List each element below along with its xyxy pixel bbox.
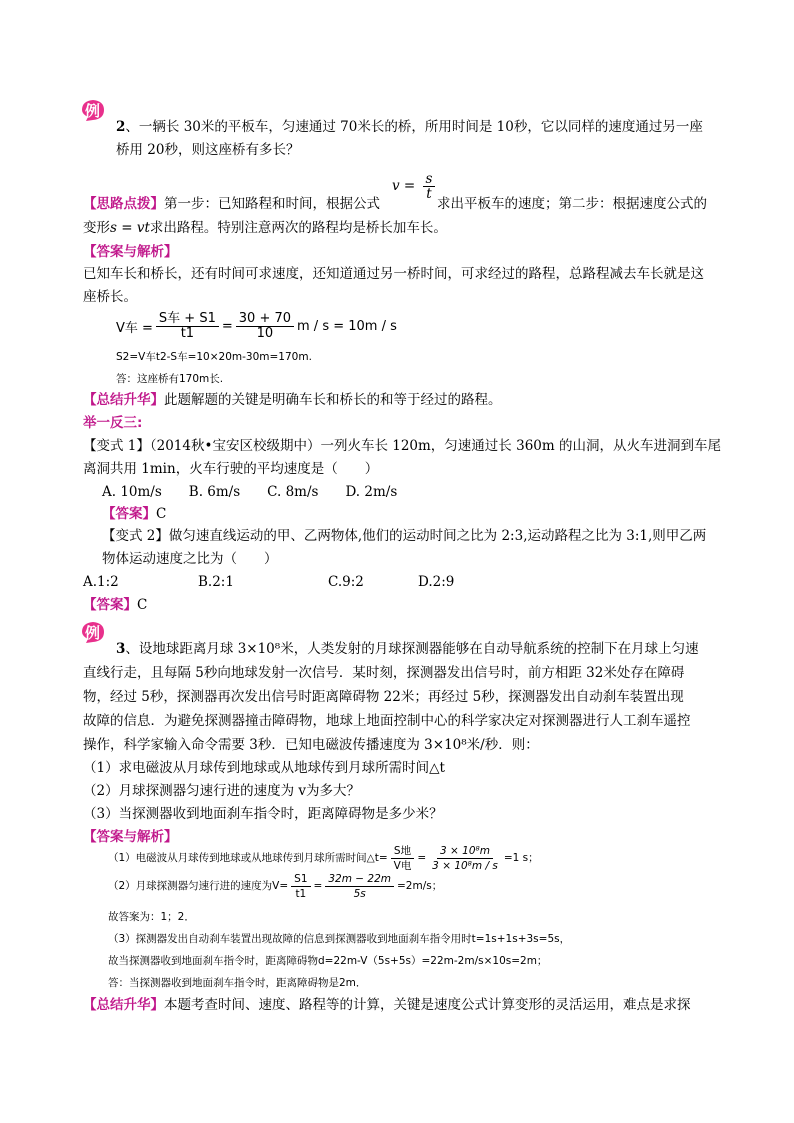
summary3-line: [83, 996, 691, 1014]
answer3-line2-prefix: （2）月球探测器匀速行进的速度为V=: [108, 880, 289, 892]
variant2-answer-tag: 【答案】: [83, 597, 137, 613]
summary3-tag: 【总结升华】: [83, 997, 164, 1013]
variant2-answer: [83, 596, 147, 614]
hint-tag: 【思路点拨】: [83, 196, 164, 212]
hint-line2-a: 变形: [83, 220, 110, 236]
variant2-option-b: B.2:1: [198, 574, 234, 590]
calc-num2: 30 + 70: [236, 312, 294, 327]
answer3-line2-suffix: =2m/s；: [397, 880, 443, 892]
variant2-line2: 物体运动速度之比为（ ）: [102, 551, 278, 567]
calc-den1: t1: [180, 326, 195, 341]
example2-number: 2: [116, 119, 126, 135]
answer3-line3c: 答：当探测器收到地面刹车指令时，距离障碍物是2m．: [108, 977, 367, 989]
example3-line1: [116, 640, 699, 658]
a1-den2: 3 × 10⁸m / s: [432, 859, 498, 872]
formula-s: s: [423, 172, 436, 187]
summary-text: 此题解题的关键是明确车长和桥长的和等于经过的路程。: [164, 392, 502, 408]
hint-line1-text: 第一步：已知路程和时间，根据公式: [164, 196, 380, 212]
summary-line: [83, 391, 502, 409]
formula-v: v =: [392, 178, 416, 194]
formula-v-s-t: [392, 172, 438, 201]
example2-line1: [116, 118, 703, 136]
answer3-line2: （2）月球探测器匀速行进的速度为V= $\frac{S1}{t1}$ = $\frac{32m - 22m}{5s}$ =2m/s；: [108, 872, 443, 900]
a1-den1: V电: [393, 859, 412, 872]
variant2-answer-value: C: [137, 597, 148, 613]
calc-result: m / s = 10m / s: [297, 319, 397, 334]
hint-line1b: 求出平板车的速度；第二步：根据速度公式的: [437, 196, 707, 212]
question-2: （2）月球探测器匀速行进的速度为 v为多大？: [83, 783, 361, 799]
calc-v-label: V车 =: [116, 321, 153, 336]
hint-line2: [83, 219, 447, 237]
answer3-line1-prefix: （1）电磁波从月球传到地球或从地球传到月球所需时间△t=: [108, 852, 388, 864]
calc-line1: [116, 312, 397, 341]
answer3-line3b: 故当探测器收到地面刹车指令时，距离障碍物d=22m-V（5s+5s）=22m-2m/s×10s=2m；: [108, 955, 548, 967]
calc-num1: S车 + S1: [156, 312, 219, 327]
summary-tag: 【总结升华】: [83, 392, 164, 408]
answer-line2: 座桥长。: [83, 289, 137, 305]
a2-den2: 5s: [353, 887, 366, 900]
question-1: （1）求电磁波从月球传到地球或从地球传到月球所需时间△t: [83, 760, 445, 776]
answer-tag: 【答案与解析】: [83, 244, 178, 260]
example2-line2: 桥用 20秒，则这座桥有多长？: [116, 142, 300, 158]
variant2-option-d: D.2:9: [418, 574, 455, 590]
calc-line3: 答：这座桥有170m长.: [116, 373, 224, 385]
variant1-line1: 【变式 1】（2014秋•宝安区校级期中）一列火车长 120m，匀速通过长 360m 的山洞，从火车进洞到车尾: [83, 438, 721, 454]
example-badge-icon: [80, 98, 106, 122]
example3-line1-text: 、设地球距离月球 3×10⁸米，人类发射的月球探测器能够在自动导航系统的控制下在月球上匀速: [125, 641, 699, 657]
variant2-line1: 【变式 2】做匀速直线运动的甲、乙两物体,他们的运动时间之比为 2:3,运动路程之比为 3:1,则甲乙两: [102, 528, 707, 544]
variant2-option-c: C.9:2: [328, 574, 364, 590]
a2-num2: 32m − 22m: [325, 872, 394, 887]
hint-line1: [83, 195, 380, 213]
variant1-line2: 离洞共用 1min，火车行驶的平均速度是（ ）: [83, 461, 379, 477]
example3-line5: 操作，科学家输入命令需要 3秒．已知电磁波传播速度为 3×10⁸米/秒．则：: [83, 737, 539, 753]
calc-eq: =: [221, 319, 233, 334]
a2-den1: t1: [295, 887, 307, 900]
answer3-line1-suffix: =1 s；: [503, 852, 539, 864]
variant1-answer-value: C: [156, 506, 167, 522]
a1-num1: S地: [391, 844, 414, 859]
variant2-option-a: A.1:2: [83, 574, 119, 590]
badge-label: 例: [85, 102, 101, 120]
practice-tag: 举一反三:: [83, 415, 143, 431]
hint-line2-b: 求出路程。特别注意两次的路程均是桥长加车长。: [149, 220, 447, 236]
badge-label: 例: [85, 624, 101, 642]
answer-line1: 已知车长和桥长，还有时间可求速度，还知道通过另一桥时间，可求经过的路程，总路程减去车长就是这: [83, 266, 704, 282]
hint-line2-formula: s = vt: [110, 220, 150, 236]
answer-tag: 【答案与解析】: [83, 829, 178, 845]
a1-num2: 3 × 10⁸m: [437, 844, 493, 859]
variant1-answer: [102, 505, 166, 523]
calc-line2: S2=V车t2-S车=10×20m-30m=170m.: [116, 351, 312, 363]
example3-line3: 物，经过 5秒，探测器再次发出信号时距离障碍物 22米；再经过 5秒，探测器发出自动刹车装置出现: [83, 689, 684, 705]
a2-num1: S1: [291, 872, 310, 887]
variant1-options: A. 10m/s B. 6m/s C. 8m/s D. 2m/s: [102, 484, 398, 500]
example3-number: 3: [116, 641, 126, 657]
answer3-so: 故答案为：1；2．: [108, 911, 195, 923]
example-badge-icon: [80, 620, 106, 644]
example3-line4: 故障的信息．为避免探测器撞击障碍物，地球上地面控制中心的科学家决定对探测器进行人工刹车遥控: [83, 713, 691, 729]
example3-line2: 直线行走，且每隔 5秒向地球发射一次信号．某时刻，探测器发出信号时，前方相距 32米处存在障碍: [83, 665, 685, 681]
variant1-answer-tag: 【答案】: [102, 506, 156, 522]
formula-t: t: [426, 186, 432, 202]
answer3-line3a: （3）探测器发出自动刹车装置出现故障的信息到探测器收到地面刹车指令用时t=1s+1s+3s=5s，: [108, 933, 571, 945]
summary3-text: 本题考查时间、速度、路程等的计算，关键是速度公式计算变形的灵活运用，难点是求探: [164, 997, 691, 1013]
calc-den2: 10: [256, 326, 274, 341]
question-3: （3）当探测器收到地面刹车指令时，距离障碍物是多少米？: [83, 806, 443, 822]
example2-line1-text: 、一辆长 30米的平板车，匀速通过 70米长的桥，所用时间是 10秒，它以同样的速度通过另一座: [125, 119, 703, 135]
answer3-line1: （1）电磁波从月球传到地球或从地球传到月球所需时间△t= $\frac{\text{S地}}{\text{V电}}$ = $\frac{\text{3 × 10⁸m}}{\text{3 × 10⁸m / s}}$ =1 s；: [108, 844, 539, 872]
